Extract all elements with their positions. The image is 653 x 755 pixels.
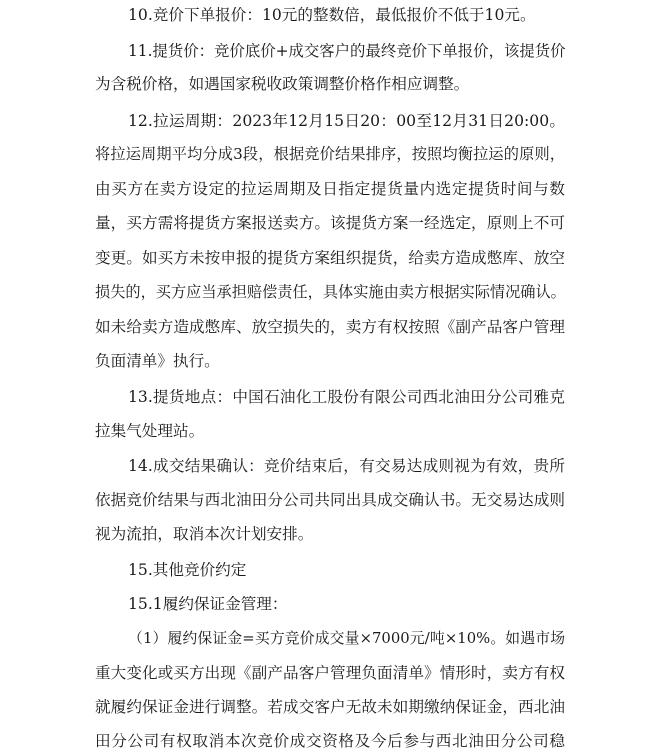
paragraph-15-heading: 15.其他竞价约定 — [128, 561, 247, 579]
paragraph-15-1-1-line-1: （1）履约保证金=买方竞价成交量×7000元/吨×10%。如遇市场 — [128, 630, 565, 647]
paragraph-15-1-1-line-4: 田分公司有权取消本次竞价成交资格及今后参与西北油田分公司稳 — [95, 732, 565, 750]
paragraph-12-line-4: 量，买方需将提货方案报送卖方。该提货方案一经选定，原则上不可 — [95, 214, 565, 232]
paragraph-15-1-heading: 15.1履约保证金管理： — [128, 595, 288, 613]
paragraph-12-line-5: 变更。如买方未按申报的提货方案组织提货，给卖方造成憋库、放空 — [95, 249, 565, 267]
paragraph-12-line-2: 将拉运周期平均分成3段，根据竞价结果排序，按照均衡拉运的原则， — [95, 145, 565, 163]
paragraph-12-line-1: 12.拉运周期：2023年12月15日20：00至12月31日20:00。 — [128, 112, 565, 130]
paragraph-11-line-1: 11.提货价：竞价底价+成交客户的最终竞价下单报价，该提货价 — [128, 42, 566, 60]
paragraph-15-1-1-line-2: 重大变化或买方出现《副产品客户管理负面清单》情形时，卖方有权 — [95, 664, 565, 682]
paragraph-12-line-8: 负面清单》执行。 — [95, 352, 220, 370]
paragraph-12-line-7: 如未给卖方造成憋库、放空损失的，卖方有权按照《副产品客户管理 — [95, 318, 565, 336]
paragraph-12-line-3: 由买方在卖方设定的拉运周期及日指定提货量内选定提货时间与数 — [95, 180, 565, 198]
paragraph-10-line-1: 10.竞价下单报价：10元的整数倍，最低报价不低于10元。 — [128, 6, 536, 24]
paragraph-11-line-2: 为含税价格，如遇国家税收政策调整价格作相应调整。 — [95, 75, 470, 93]
paragraph-15-1-1-line-3: 就履约保证金进行调整。若成交客户无故未如期缴纳保证金，西北油 — [95, 698, 565, 716]
paragraph-13-line-2: 拉集气处理站。 — [95, 422, 205, 440]
paragraph-14-line-2: 依据竞价结果与西北油田分公司共同出具成交确认书。无交易达成则 — [95, 491, 565, 509]
paragraph-14-line-3: 视为流拍，取消本次计划安排。 — [95, 525, 314, 543]
paragraph-13-line-1: 13.提货地点：中国石油化工股份有限公司西北油田分公司雅克 — [128, 388, 565, 406]
paragraph-12-line-6: 损失的，买方应当承担赔偿责任，具体实施由卖方根据实际情况确认。 — [95, 283, 566, 301]
paragraph-14-line-1: 14.成交结果确认：竞价结束后，有交易达成则视为有效，贵所 — [128, 457, 565, 475]
